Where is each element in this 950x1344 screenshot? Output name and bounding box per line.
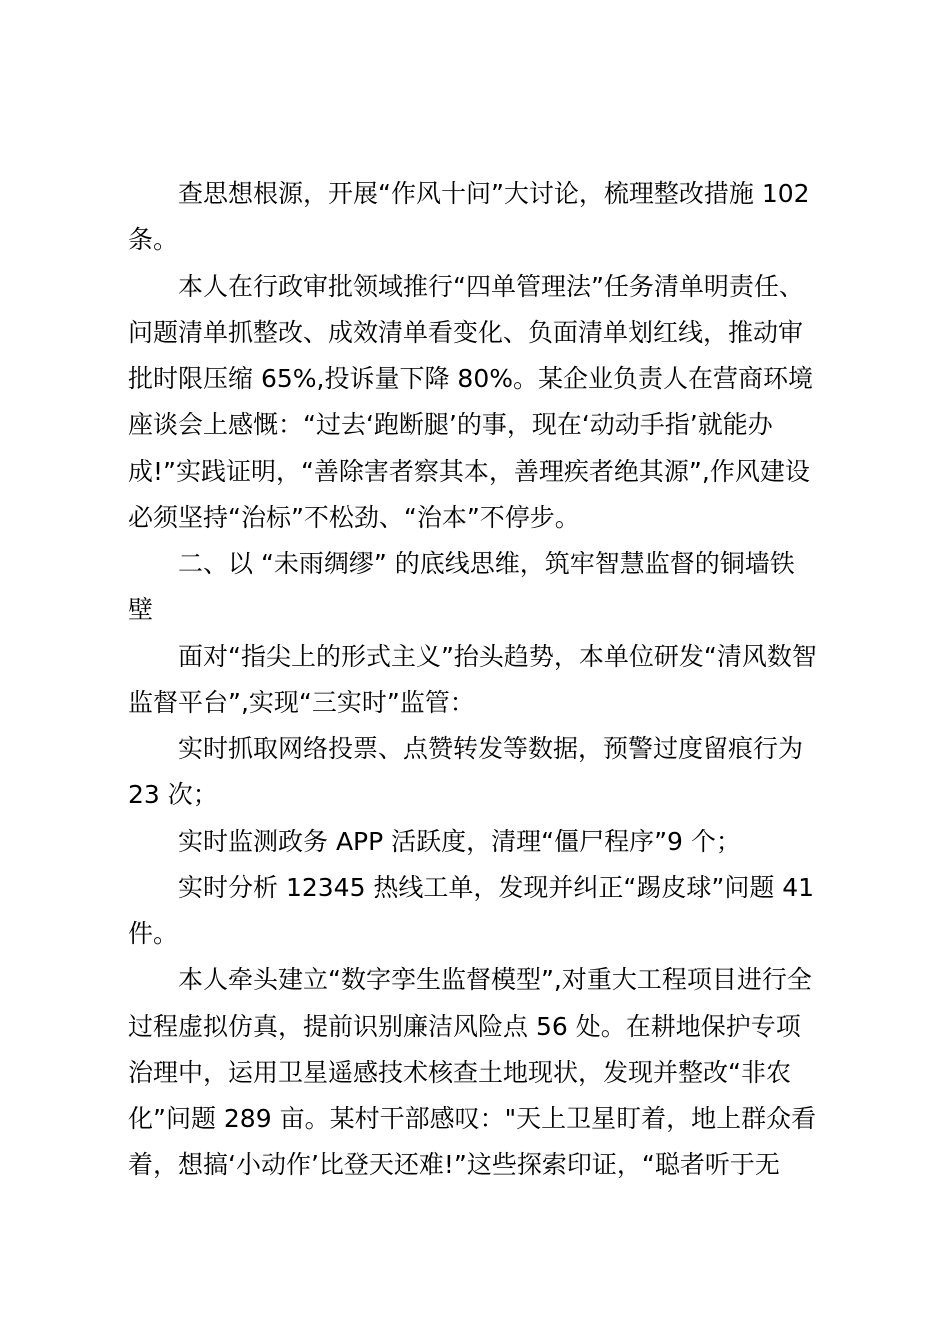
list-item-line: 件。 bbox=[128, 919, 179, 948]
section-heading: 壁 bbox=[128, 595, 154, 624]
paragraph-line: 本人牵头建立“数字孪生监督模型”,对重大工程项目进行全 bbox=[178, 965, 812, 994]
paragraph-line: 化”问题 289 亩。某村干部感叹："天上卫星盯着，地上群众看 bbox=[128, 1104, 817, 1133]
paragraph-line: 治理中，运用卫星遥感技术核查土地现状，发现并整改“非农 bbox=[128, 1058, 791, 1087]
paragraph-line: 问题清单抓整改、成效清单看变化、负面清单划红线，推动审 bbox=[128, 318, 804, 347]
paragraph-line: 本人在行政审批领域推行“四单管理法”任务清单明责任、 bbox=[178, 272, 804, 301]
paragraph-line: 必须坚持“治标”不松劲、“治本”不停步。 bbox=[128, 503, 580, 532]
paragraph-line: 着，想搞‘小动作’比登天还难!”这些探索印证，“聪者听于无 bbox=[128, 1150, 780, 1179]
paragraph-line: 面对“指尖上的形式主义”抬头趋势，本单位研发“清风数智 bbox=[178, 642, 817, 671]
list-item-line: 实时抓取网络投票、点赞转发等数据，预警过度留痕行为 bbox=[178, 734, 804, 763]
paragraph-line: 条。 bbox=[128, 225, 179, 254]
paragraph-line: 成!”实践证明，“善除害者察其本，善理疾者绝其源”,作风建设 bbox=[128, 457, 810, 486]
paragraph-line: 过程虚拟仿真，提前识别廉洁风险点 56 处。在耕地保护专项 bbox=[128, 1012, 801, 1041]
list-item-line: 23 次； bbox=[128, 780, 218, 809]
paragraph-line: 查思想根源，开展“作风十问”大讨论，梳理整改措施 102 bbox=[178, 179, 810, 208]
list-item-line: 实时监测政务 APP 活跃度，清理“僵尸程序”9 个； bbox=[178, 827, 741, 856]
section-heading: 二、以 “未雨绸缪” 的底线思维，筑牢智慧监督的铜墙铁 bbox=[178, 549, 795, 578]
paragraph-line: 座谈会上感慨：“过去‘跑断腿’的事，现在‘动动手指’就能办 bbox=[128, 410, 773, 439]
list-item-line: 实时分析 12345 热线工单，发现并纠正“踢皮球”问题 41 bbox=[178, 873, 815, 902]
paragraph-line: 批时限压缩 65%,投诉量下降 80%。某企业负责人在营商环境 bbox=[128, 364, 813, 393]
paragraph-line: 监督平台”,实现“三实时”监管： bbox=[128, 688, 475, 717]
